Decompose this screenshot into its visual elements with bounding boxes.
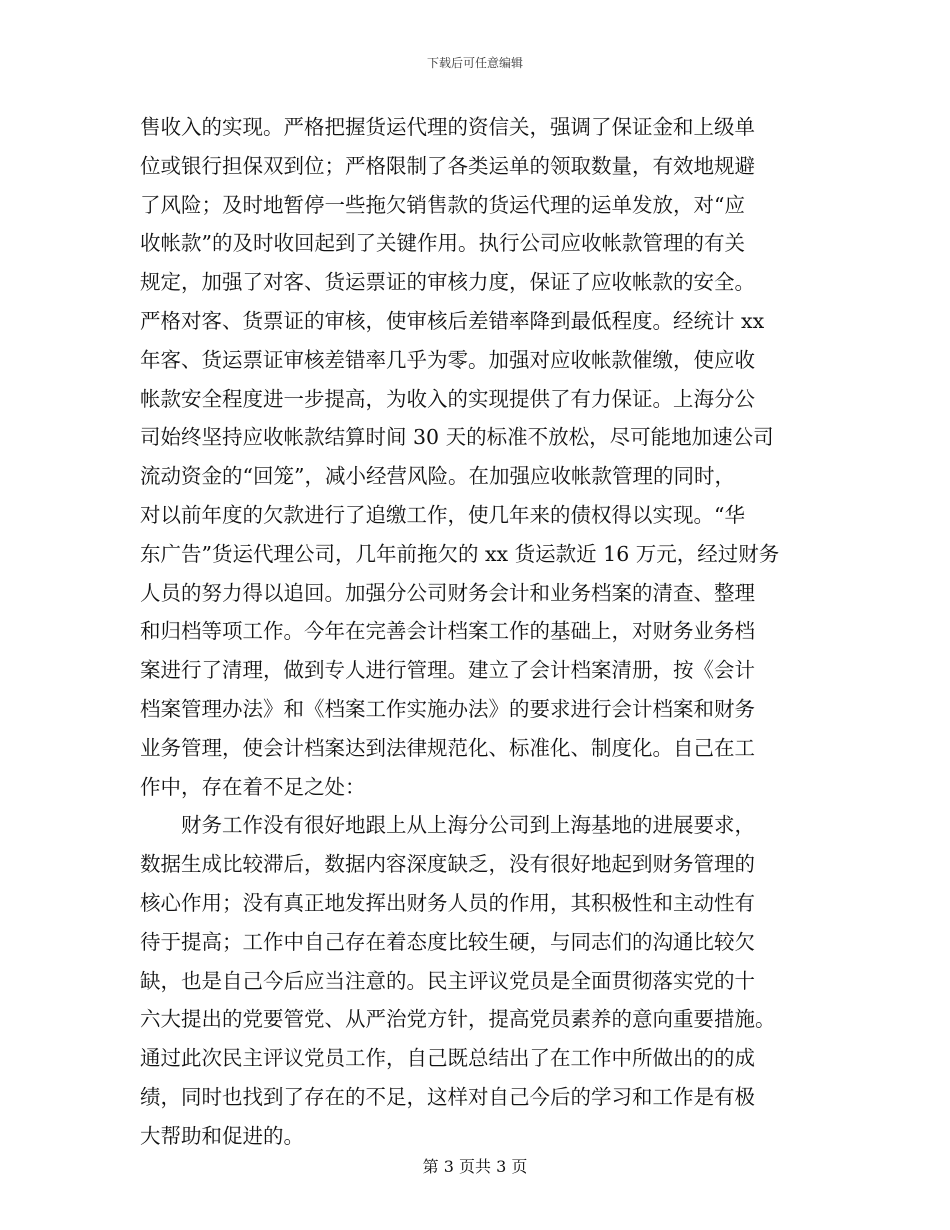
text-line: 帐款安全程度进一步提高，为收入的实现提供了有力保证。上海分公 xyxy=(140,386,755,411)
text-line: 缺，也是自己今后应当注意的。民主评议党员是全面贯彻落实党的十 xyxy=(140,968,755,993)
text-line: 通过此次民主评议党员工作，自己既总结出了在工作中所做出的的成 xyxy=(140,1046,755,1071)
text-line: 规定，加强了对客、货运票证的审核力度，保证了应收帐款的安全。 xyxy=(140,270,755,295)
text-line: 和归档等项工作。今年在完善会计档案工作的基础上，对财务业务档 xyxy=(140,619,755,644)
document-body xyxy=(140,108,812,1156)
text-line: 六大提出的党要管党、从严治党方针，提高党员素养的意向重要措施。 xyxy=(140,1007,776,1032)
text-line: 司始终坚持应收帐款结算时间 30 天的标准不放松，尽可能地加速公司 xyxy=(140,425,774,450)
text-line: 东广告”货运代理公司，几年前拖欠的 xx 货运款近 16 万元，经过财务 xyxy=(140,541,780,566)
page-header: 下载后可任意编辑 xyxy=(426,56,523,70)
text-line: 待于提高；工作中自己存在着态度比较生硬，与同志们的沟通比较欠 xyxy=(140,929,755,954)
text-line: 案进行了清理，做到专人进行管理。建立了会计档案清册，按《会计 xyxy=(140,658,755,683)
page-footer: 第 3 页共 3 页 xyxy=(422,1157,528,1176)
text-line: 核心作用；没有真正地发挥出财务人员的作用，其积极性和主动性有 xyxy=(140,890,755,915)
text-line: 绩，同时也找到了存在的不足，这样对自己今后的学习和工作是有极 xyxy=(140,1084,755,1109)
text-line: 人员的努力得以追回。加强分公司财务会计和业务档案的清查、整理 xyxy=(140,580,755,605)
text-line: 作中，存在着不足之处： xyxy=(140,774,366,799)
text-line: 位或银行担保双到位；严格限制了各类运单的领取数量，有效地规避 xyxy=(140,153,755,178)
text-line: 对以前年度的欠款进行了追缴工作，使几年来的债权得以实现。“华 xyxy=(140,502,745,527)
text-line: 业务管理，使会计档案达到法律规范化、标准化、制度化。自己在工 xyxy=(140,735,755,760)
paragraph-start-line: 财务工作没有很好地跟上从上海分公司到上海基地的进展要求， xyxy=(140,813,755,838)
text-line: 大帮助和促进的。 xyxy=(140,1123,304,1148)
text-line: 流动资金的“回笼”，减小经营风险。在加强应收帐款管理的同时， xyxy=(140,464,735,489)
text-line: 档案管理办法》和《档案工作实施办法》的要求进行会计档案和财务 xyxy=(140,696,755,721)
text-line: 收帐款”的及时收回起到了关键作用。执行公司应收帐款管理的有关 xyxy=(140,231,745,256)
text-line: 年客、货运票证审核差错率几乎为零。加强对应收帐款催缴，使应收 xyxy=(140,347,755,372)
text-line: 数据生成比较滞后，数据内容深度缺乏，没有很好地起到财务管理的 xyxy=(140,852,755,877)
text-line: 了风险；及时地暂停一些拖欠销售款的货运代理的运单发放，对“应 xyxy=(140,192,745,217)
text-line: 严格对客、货票证的审核，使审核后差错率降到最低程度。经统计 xx xyxy=(140,308,765,333)
text-line: 售收入的实现。严格把握货运代理的资信关，强调了保证金和上级单 xyxy=(140,115,755,139)
